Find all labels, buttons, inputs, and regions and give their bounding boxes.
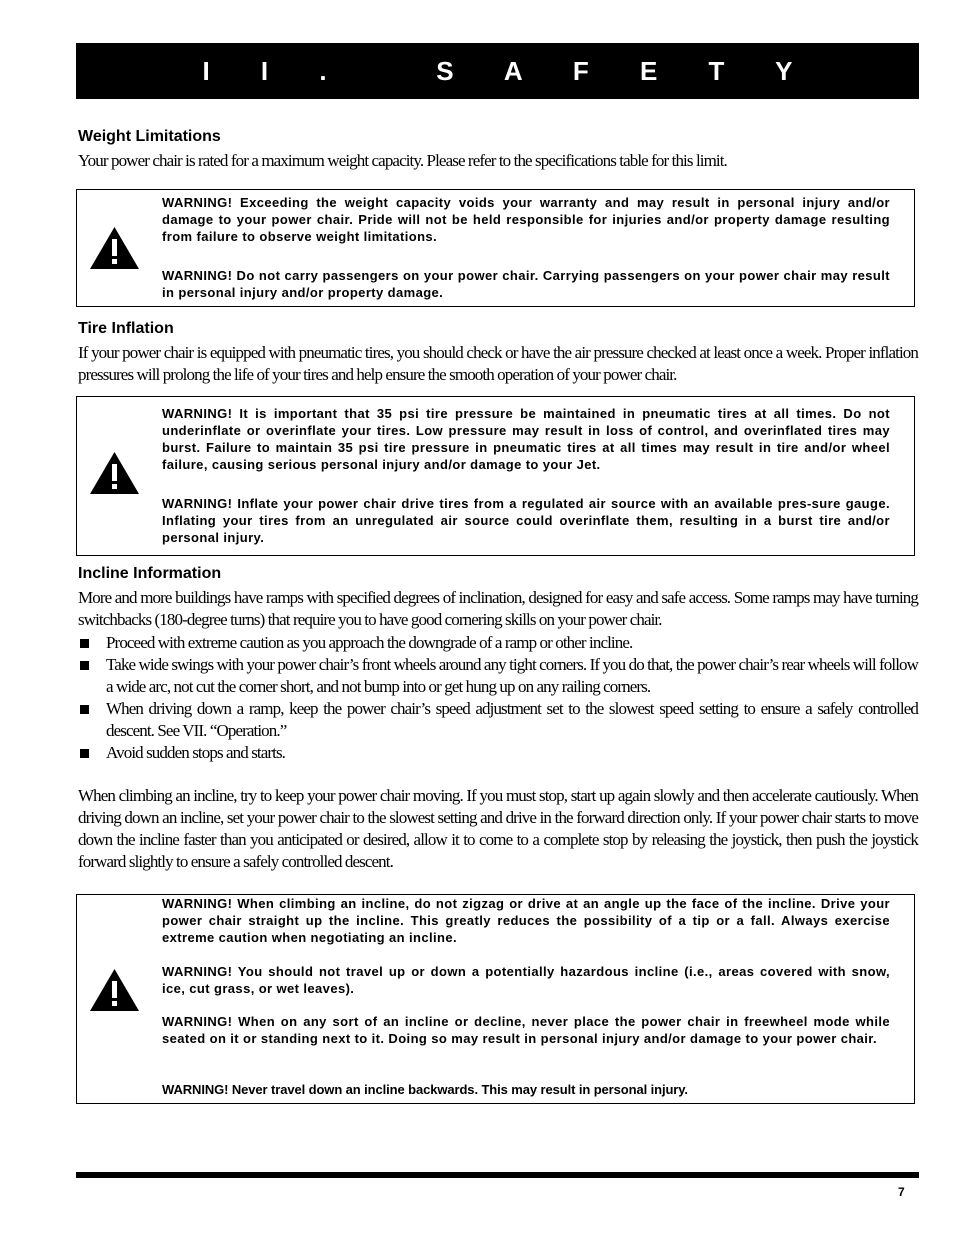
section-header-bar bbox=[76, 43, 919, 99]
heading-tire-inflation: Tire Inflation bbox=[78, 320, 174, 337]
tire-body: If your power chair is equipped with pneumatic tires, you should check or have the air pressure checked at least once a week. Proper inflation pressures will prolong the life of your tires and help ensure the smooth operation of your power chair. bbox=[78, 343, 918, 384]
warning-text: WARNING! It is important that 35 psi tire pressure be maintained in pneumatic tires at all times. Do not underinflate or overinflate your tires. Low pressure may result in loss of control, and overinflated tires may burst. Failure to maintain 35 psi tire pressure in pneumatic tires at all times may result in tire and/or wheel failure, causing serious personal injury and/or damage to your Jet. bbox=[162, 406, 890, 472]
list-item: Proceed with extreme caution as you approach the downgrade of a ramp or other incline. bbox=[78, 632, 918, 654]
bullet-square-icon bbox=[80, 639, 89, 648]
list-item: Take wide swings with your power chair’s front wheels around any tight corners. If you do that, the power chair’s rear wheels will follow a wide arc, not cut the corner short, and not bump into or get hung up on any railing corners. bbox=[78, 654, 918, 698]
warning-triangle-icon bbox=[90, 452, 139, 494]
bullet-square-icon bbox=[80, 749, 89, 758]
incline-body-2: When climbing an incline, try to keep your power chair moving. If you must stop, start up again slowly and then accelerate cautiously. When driving down an incline, set your power chair to the slowest setting and drive in the forward direction only. If your power chair starts to move down the incline faster than you anticipated or desired, allow it to come to a complete stop by releasing the joystick, then push the joystick forward slightly to ensure a safely controlled descent. bbox=[78, 786, 918, 871]
section-title: I I . S A F E T Y bbox=[202, 55, 815, 86]
warning-box-tire bbox=[76, 396, 915, 556]
page-number: 7 bbox=[898, 1185, 905, 1199]
warning-text: WARNING! You should not travel up or down a potentially hazardous incline (i.e., areas covered with snow, ice, cut grass, or wet leaves). bbox=[162, 964, 890, 996]
bullet-square-icon bbox=[80, 661, 89, 670]
warning-text: WARNING! Inflate your power chair drive tires from a regulated air source with an available pres-sure gauge. Inflating your tires from an unregulated air source could overinflate them, resulting in a burst tire and/or personal injury. bbox=[162, 496, 890, 545]
warning-triangle-icon bbox=[90, 227, 139, 269]
weight-body: Your power chair is rated for a maximum weight capacity. Please refer to the specifications table for this limit. bbox=[78, 151, 727, 170]
heading-weight-limitations: Weight Limitations bbox=[78, 128, 221, 145]
warning-text: WARNING! Exceeding the weight capacity voids your warranty and may result in personal injury and/or damage to your power chair. Pride will not be held responsible for injuries and/or property damage resulting from failure to observe weight limitations. bbox=[162, 195, 890, 244]
warning-triangle-icon bbox=[90, 969, 139, 1011]
warning-text: WARNING! Do not carry passengers on your power chair. Carrying passengers on your power chair may result in personal injury and/or property damage. bbox=[162, 268, 890, 300]
warning-text: WARNING! Never travel down an incline backwards. This may result in personal injury. bbox=[162, 1082, 688, 1097]
warning-box-weight bbox=[76, 189, 915, 307]
footer-rule bbox=[76, 1172, 919, 1178]
bullet-square-icon bbox=[80, 705, 89, 714]
incline-body: More and more buildings have ramps with specified degrees of inclination, designed for easy and safe access. Some ramps may have turning switchbacks (180-degree turns) that require you to have good cornering skills on your power chair. bbox=[78, 588, 918, 629]
warning-box-incline bbox=[76, 894, 915, 1104]
warning-text: WARNING! When climbing an incline, do not zigzag or drive at an angle up the face of the incline. Drive your power chair straight up the incline. This greatly reduces the possibility of a tip or a fall. Always exercise extreme caution when negotiating an incline. bbox=[162, 896, 890, 945]
list-item: Avoid sudden stops and starts. bbox=[78, 742, 918, 764]
incline-bullet-list bbox=[78, 632, 918, 764]
list-item: When driving down a ramp, keep the power chair’s speed adjustment set to the slowest speed setting to ensure a safely controlled descent. See VII. “Operation.” bbox=[78, 698, 918, 742]
warning-text: WARNING! When on any sort of an incline or decline, never place the power chair in freewheel mode while seated on it or standing next to it. Doing so may result in personal injury and/or damage to your power chair. bbox=[162, 1014, 890, 1046]
heading-incline-information: Incline Information bbox=[78, 565, 222, 582]
